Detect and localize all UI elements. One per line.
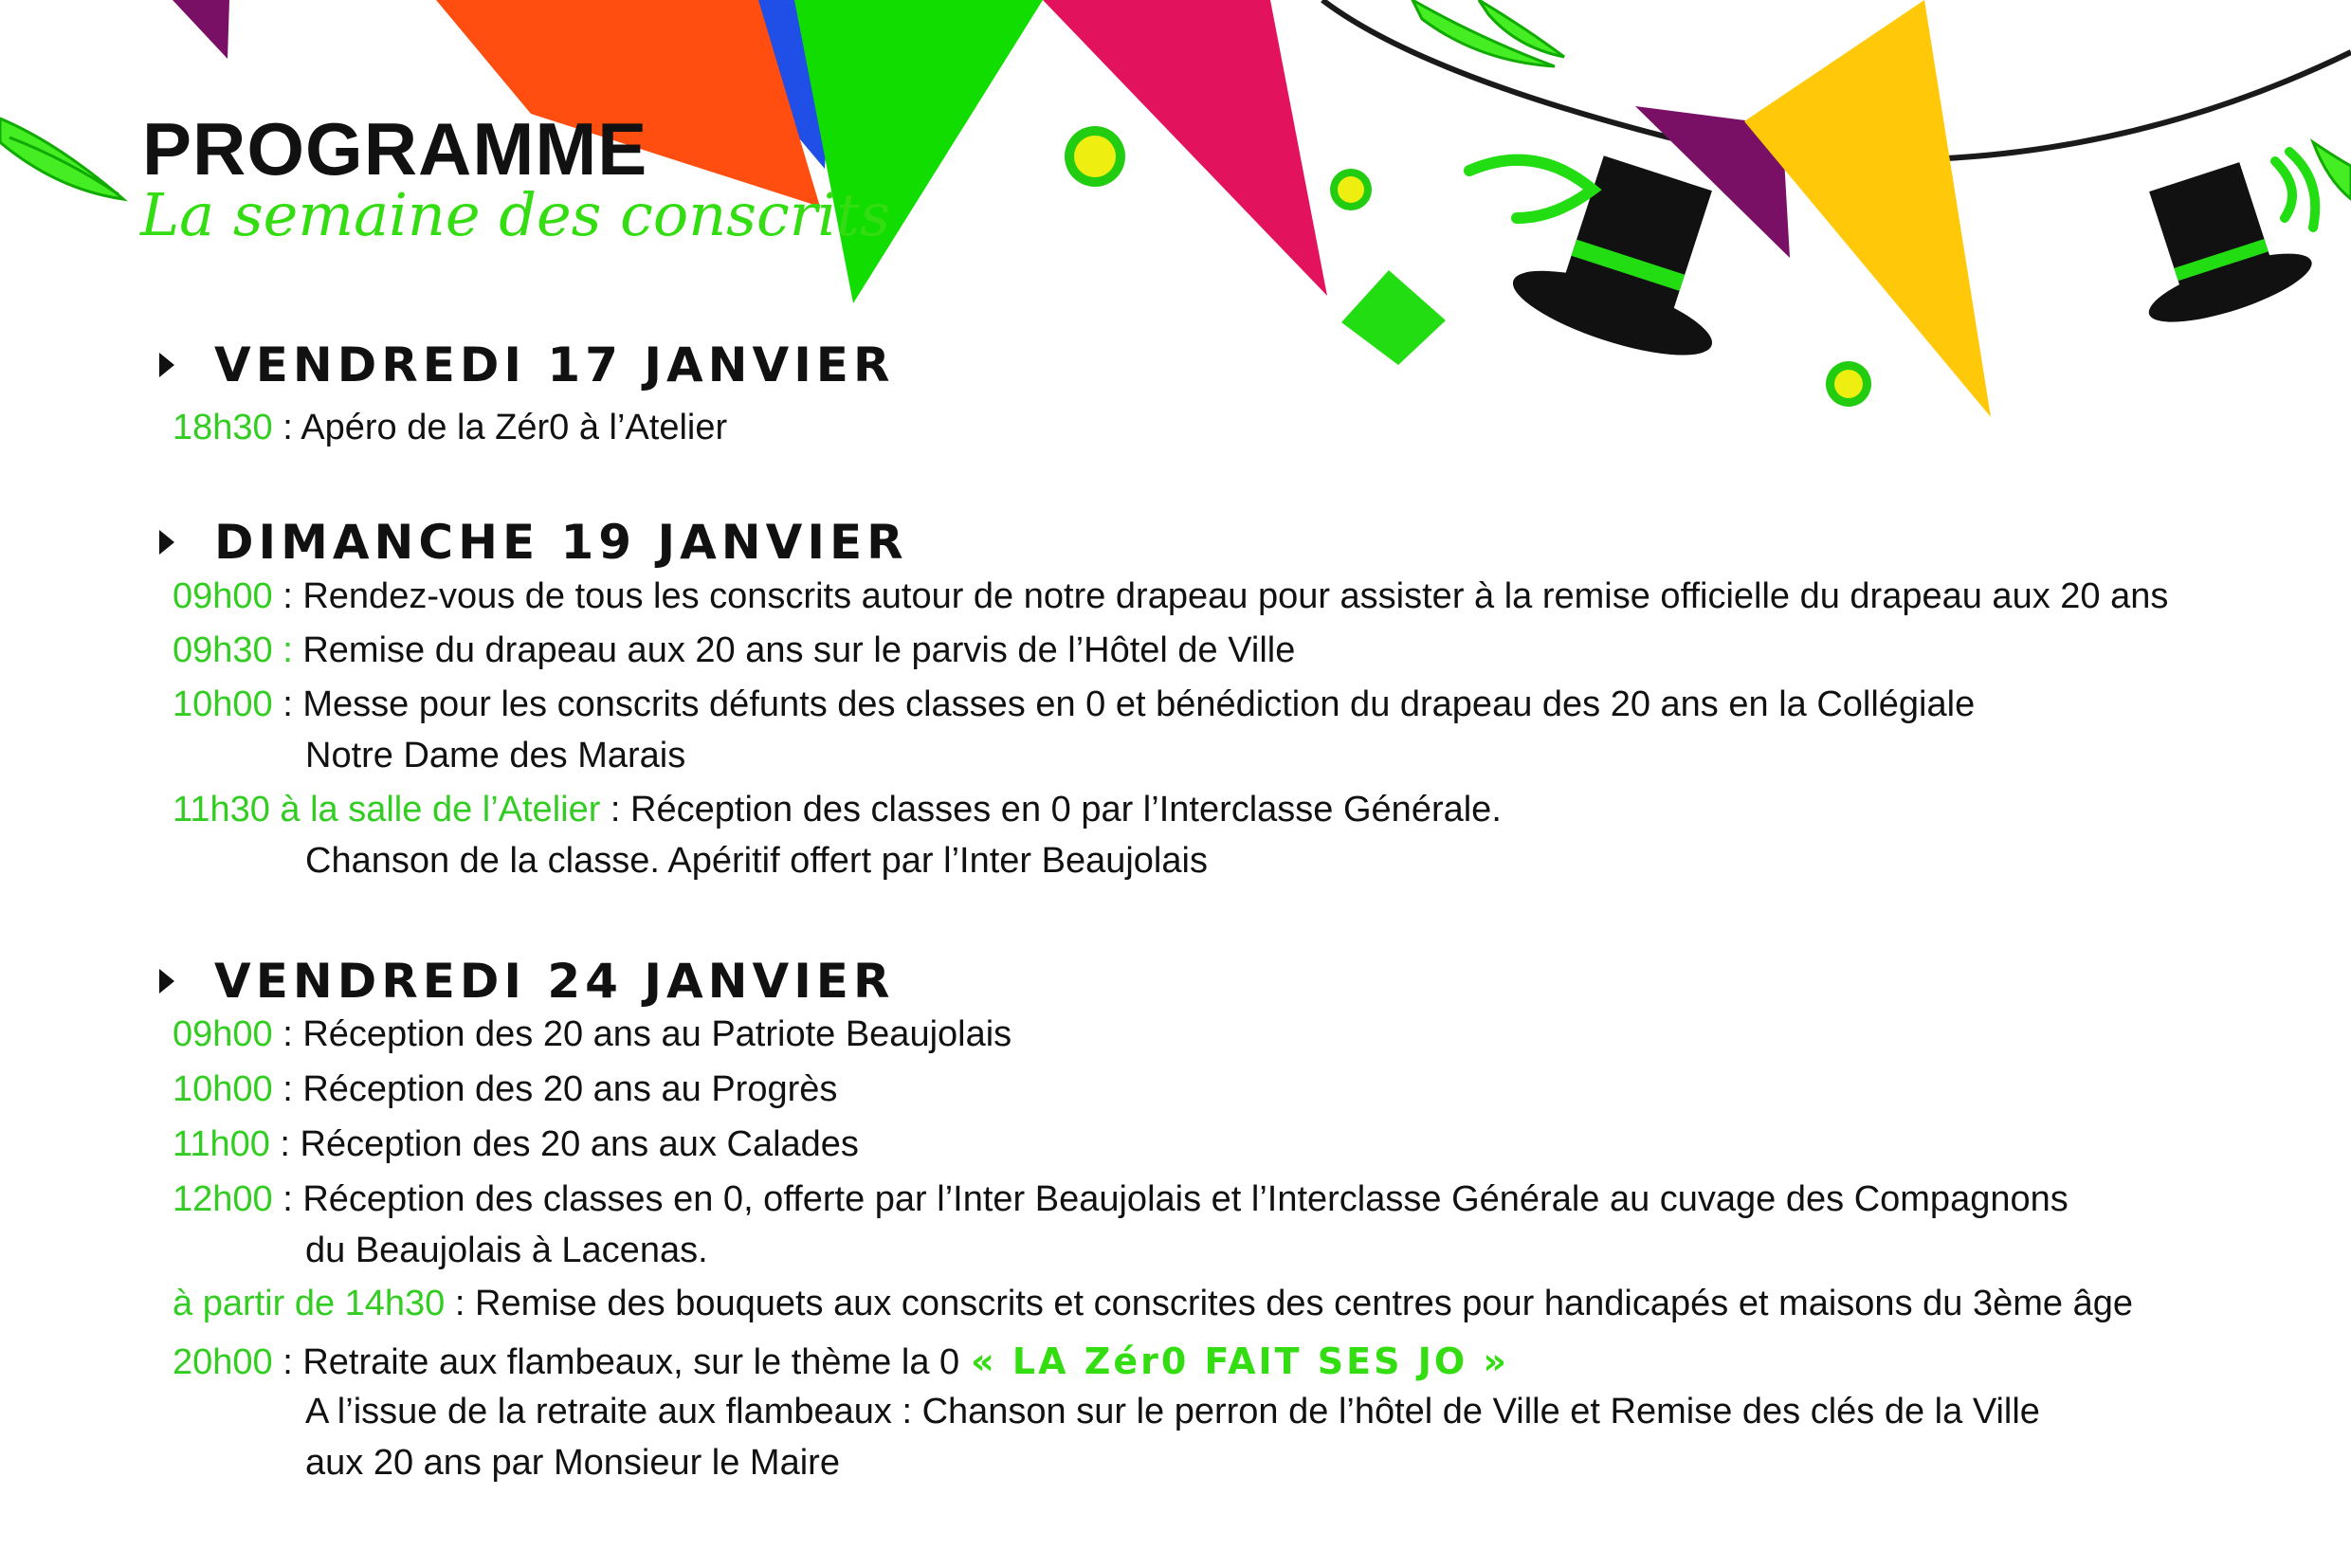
sun-2: [1330, 169, 1372, 210]
event-line: [173, 1179, 2069, 1220]
event-time: 18h30: [173, 408, 273, 447]
chevron-right-icon: [159, 353, 174, 377]
leaf-right: [2313, 142, 2351, 199]
leaf-top: [1412, 0, 1564, 66]
event-continuation: du Beaujolais à Lacenas.: [305, 1231, 708, 1270]
chevron-right-icon: [159, 530, 174, 555]
event-text: : Rendez-vous de tous les conscrits autour de notre drapeau pour assister à la remise officielle du drapeau aux 20 ans: [272, 576, 2169, 616]
event-text: : Réception des classes en 0 par l’Interclasse Générale.: [600, 790, 1502, 830]
event-continuation: A l’issue de la retraite aux flambeaux : Chanson sur le perron de l’hôtel de Ville et Remise des clés de la Ville: [305, 1392, 2040, 1431]
event-line: [173, 630, 1295, 671]
event-time: 11h30 à la salle de l’Atelier: [173, 790, 601, 830]
event-line: [173, 1069, 837, 1110]
event-text: : Remise des bouquets aux conscrits et conscrites des centres pour handicapés et maisons du 3ème âge: [445, 1284, 2133, 1323]
event-time: 11h00: [173, 1124, 270, 1164]
pennant-purple-small: [173, 0, 229, 59]
leaf-left: [0, 119, 123, 199]
event-time: 09h00: [173, 576, 273, 616]
event-line: [173, 1284, 2133, 1324]
event-text: : Messe pour les conscrits défunts des classes en 0 et bénédiction du drapeau des 20 ans en la Collégiale: [272, 684, 1976, 724]
pennant-green: [794, 0, 1043, 303]
event-line: [173, 408, 727, 448]
page-subtitle: La semaine des conscrits: [140, 180, 890, 249]
event-line: [173, 1124, 859, 1165]
event-text: : Retraite aux flambeaux, sur le thème la 0: [272, 1342, 960, 1382]
day-heading: [159, 337, 894, 392]
event-continuation: aux 20 ans par Monsieur le Maire: [305, 1443, 840, 1483]
event-text: Remise du drapeau aux 20 ans sur le parvis de l’Hôtel de Ville: [292, 630, 1296, 670]
event-line: [173, 1014, 1011, 1055]
sun-3: [1826, 361, 1871, 407]
page-title: PROGRAMME: [142, 107, 648, 191]
confetti-square: [1341, 270, 1446, 365]
event-time: 12h00: [173, 1179, 273, 1219]
day-heading: [159, 954, 894, 1009]
event-line: [173, 684, 1975, 725]
event-text: : Réception des classes en 0, offerte par l’Inter Beaujolais et l’Interclasse Générale au cuvage des Compagnons: [272, 1179, 2069, 1219]
event-continuation: Chanson de la classe. Apéritif offert par l’Inter Beaujolais: [305, 841, 1208, 881]
event-line: [173, 576, 2168, 617]
event-text: : Réception des 20 ans au Patriote Beaujolais: [272, 1014, 1012, 1054]
event-text: : Réception des 20 ans au Progrès: [272, 1069, 838, 1109]
event-text: : Réception des 20 ans aux Calades: [269, 1124, 859, 1164]
event-continuation: Notre Dame des Marais: [305, 736, 686, 775]
day-heading-text: DIMANCHE 19 JANVIER: [214, 515, 908, 570]
event-slogan: « LA Zér0 FAIT SES JO »: [971, 1340, 1509, 1382]
event-text: : Apéro de la Zér0 à l’Atelier: [272, 408, 728, 447]
day-heading-text: VENDREDI 17 JANVIER: [214, 337, 895, 392]
sun-1: [1065, 126, 1125, 187]
event-time: 09h00: [173, 1014, 273, 1054]
chevron-right-icon: [159, 969, 174, 994]
event-time: 10h00: [173, 1069, 273, 1109]
event-time: à partir de 14h30: [173, 1284, 446, 1323]
event-time: 10h00: [173, 684, 273, 724]
event-time: 20h00: [173, 1342, 273, 1382]
event-time: 09h30 :: [173, 630, 293, 670]
day-heading: [159, 515, 908, 570]
event-line: [173, 790, 1502, 830]
day-heading-text: VENDREDI 24 JANVIER: [214, 954, 895, 1009]
event-line: [173, 1340, 1509, 1383]
